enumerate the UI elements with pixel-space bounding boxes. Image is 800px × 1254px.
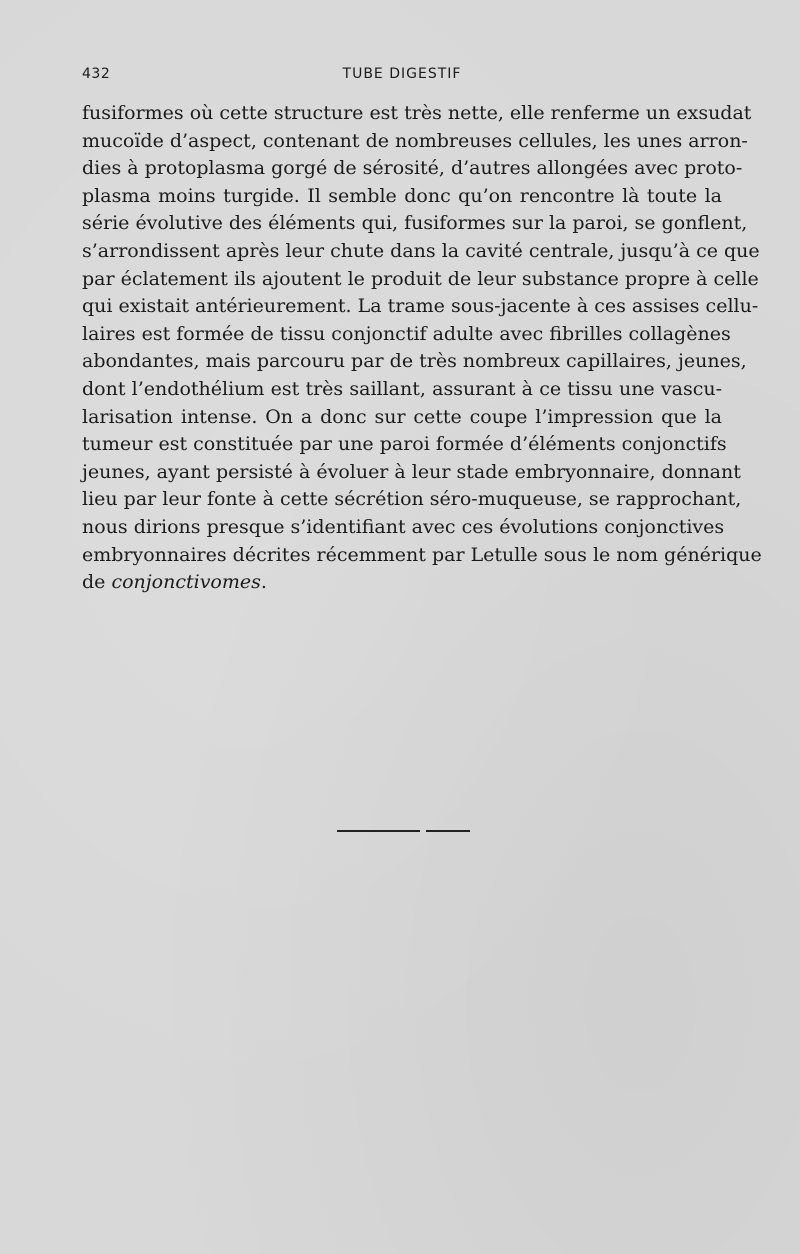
end-rule-long bbox=[337, 830, 420, 832]
last-line-suffix: . bbox=[260, 571, 267, 594]
text-line: par éclatement ils ajoutent le produit de leur substance propre à celle bbox=[82, 267, 759, 290]
running-head bbox=[82, 66, 722, 88]
text-line: tumeur est constituée par une paroi formée d’éléments conjonctifs bbox=[82, 433, 727, 456]
end-rule-short bbox=[426, 830, 470, 832]
text-line: abondantes, mais parcouru par de très nombreux capillaires, jeunes, bbox=[82, 350, 747, 373]
page-number: 432 bbox=[82, 66, 111, 82]
text-line: dies à protoplasma gorgé de sérosité, d’autres allongées avec proto- bbox=[82, 157, 743, 180]
text-line: série évolutive des éléments qui, fusiformes sur la paroi, se gonflent, bbox=[82, 212, 748, 235]
text-line: dont l’endothélium est très saillant, assurant à ce tissu une vascu- bbox=[82, 377, 722, 400]
text-line: qui existait antérieurement. La trame sous-jacente à ces assises cellu- bbox=[82, 295, 759, 318]
text-line-last bbox=[82, 569, 722, 597]
text-line: fusiformes où cette structure est très nette, elle renferme un exsudat bbox=[82, 102, 752, 124]
text-line: laires est formée de tissu conjonctif adulte avec fibrilles collagènes bbox=[82, 322, 731, 345]
text-line: nous dirions presque s’identifiant avec ces évolutions conjonctives bbox=[82, 515, 725, 538]
text-line: mucoïde d’aspect, contenant de nombreuses cellules, les unes arron- bbox=[82, 129, 748, 152]
text-line: s’arrondissent après leur chute dans la cavité centrale, jusqu’à ce que bbox=[82, 239, 760, 262]
text-line: jeunes, ayant persisté à évoluer à leur stade embryonnaire, donnant bbox=[82, 460, 741, 483]
running-title: TUBE DIGESTIF bbox=[342, 66, 462, 82]
text-line: plasma moins turgide. Il semble donc qu’on rencontre là toute la bbox=[82, 184, 722, 207]
last-line-prefix: de bbox=[82, 571, 112, 594]
text-line: embryonnaires décrites récemment par Letulle sous le nom générique bbox=[82, 543, 762, 566]
body-paragraph bbox=[82, 100, 762, 597]
text-line: larisation intense. On a donc sur cette coupe l’impression que la bbox=[82, 405, 722, 428]
term-conjonctivomes: conjonctivomes bbox=[111, 571, 261, 594]
text-line: lieu par leur fonte à cette sécrétion séro-muqueuse, se rapprochant, bbox=[82, 488, 742, 511]
